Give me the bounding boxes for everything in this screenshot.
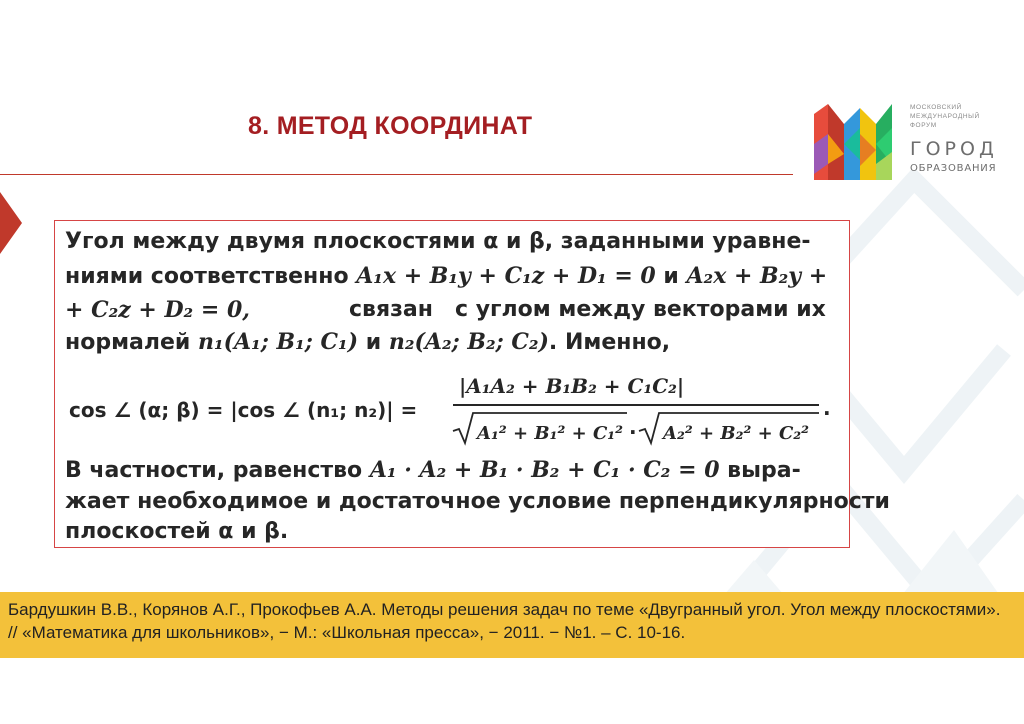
math-line-6: жает необходимое и достаточное условие перпендикулярности xyxy=(65,489,890,514)
math-line-2: ниями соответственно A₁x + B₁y + C₁z + D₁ = 0 и A₂x + B₂y + xyxy=(65,263,828,289)
cosine-angle-formula xyxy=(67,365,847,451)
formula-dot: · xyxy=(629,420,637,444)
reference-citation: Бардушкин В.В., Корянов А.Г., Прокофьев А.А. Методы решения задач по теме «Двугранный угол. Угол между плоскостями». // «Математика для школьников», − М.: «Школьная пресса», − 2011. − №1. – С. 10-16. xyxy=(0,592,1024,658)
side-arrow-icon xyxy=(0,192,22,254)
math-line-5: В частности, равенство A₁ · A₂ + B₁ · B₂ + C₁ · C₂ = 0 выра- xyxy=(65,457,801,483)
formula-lhs: cos ∠ (α; β) = |cos ∠ (n₁; n₂)| = xyxy=(69,398,418,422)
math-line-4: нормалей n₁(A₁; B₁; C₁) и n₂(A₂; B₂; C₂). Именно, xyxy=(65,329,671,355)
logo-line-3: ФОРУМ xyxy=(910,122,937,129)
math-line-1: Угол между двумя плоскостями α и β, заданными уравне- xyxy=(65,229,811,254)
math-line-3: + C₂z + D₂ = 0, связан с углом между векторами их xyxy=(65,297,826,323)
logo-line-1: МОСКОВСКИЙ xyxy=(910,104,962,111)
logo-subtitle: ОБРАЗОВАНИЯ xyxy=(910,163,997,174)
forum-logo-icon xyxy=(814,104,904,180)
formula-period: . xyxy=(823,396,831,420)
slide-title: 8. МЕТОД КООРДИНАТ xyxy=(248,112,533,140)
logo-title: ГОРОД xyxy=(910,138,998,160)
math-excerpt-box xyxy=(54,220,890,548)
formula-denominator-a: A₁² + B₁² + C₁² xyxy=(477,423,624,444)
formula-numerator: |A₁A₂ + B₁B₂ + C₁C₂| xyxy=(459,374,685,398)
logo-line-2: МЕЖДУНАРОДНЫЙ xyxy=(910,113,980,120)
title-divider xyxy=(0,174,793,175)
formula-denominator-b: A₂² + B₂² + C₂² xyxy=(663,423,810,444)
math-line-7: плоскостей α и β. xyxy=(65,519,289,544)
